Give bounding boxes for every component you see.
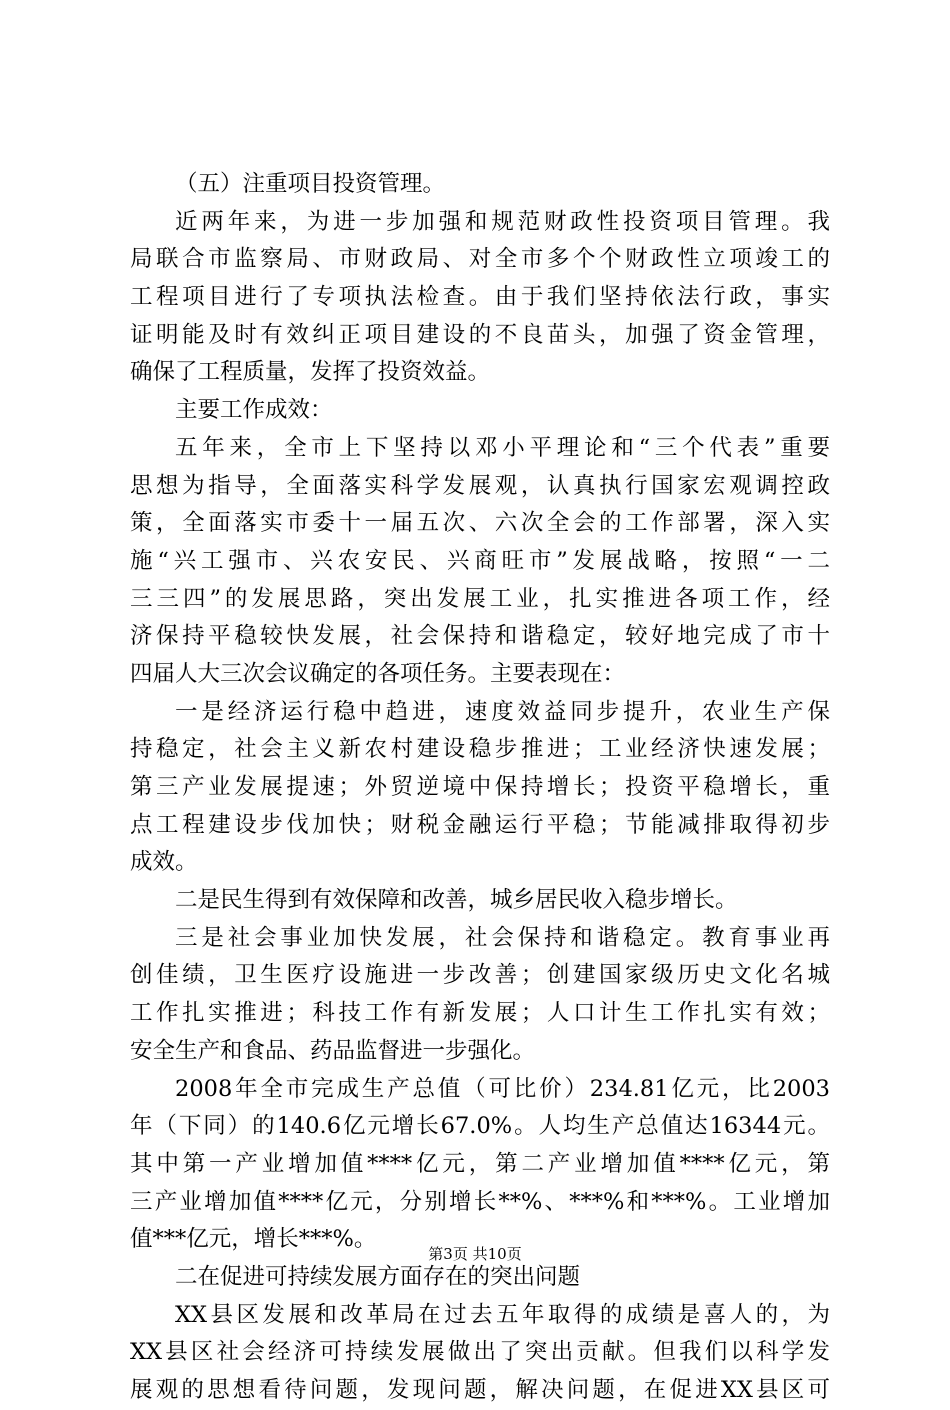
paragraph-line: 年（下同）的140.6亿元增长67.0%。人均生产总值达16344元。 (130, 1113, 830, 1140)
paragraph-line: 创佳绩，卫生医疗设施进一步改善；创建国家级历史文化名城 (130, 962, 830, 989)
paragraph-line: 其中第一产业增加值****亿元，第二产业增加值****亿元，第 (130, 1150, 830, 1177)
paragraph-line: XX县区发展和改革局在过去五年取得的成绩是喜人的，为 (175, 1301, 830, 1328)
subheading: 二在促进可持续发展方面存在的突出问题 (175, 1263, 581, 1290)
paragraph-line: 2008年全市完成生产总值（可比价）234.81亿元，比2003 (175, 1075, 830, 1102)
paragraph-line: 展观的思想看待问题，发现问题，解决问题，在促进XX县区可 (130, 1377, 830, 1403)
body-text (130, 166, 830, 1410)
paragraph-line: 证明能及时有效纠正项目建设的不良苗头，加强了资金管理， (130, 321, 830, 348)
paragraph-line: 思想为指导，全面落实科学发展观，认真执行国家宏观调控政 (130, 472, 830, 499)
paragraph-line: 济保持平稳较快发展，社会保持和谐稳定，较好地完成了市十 (130, 623, 830, 650)
page-number-footer: 第3页 共10页 (428, 1245, 522, 1263)
paragraph-line: 安全生产和食品、药品监督进一步强化。 (130, 1037, 536, 1064)
paragraph-line: 三三四”的发展思路，突出发展工业，扎实推进各项工作，经 (130, 585, 830, 612)
paragraph-line: 工作扎实推进；科技工作有新发展；人口计生工作扎实有效； (130, 1000, 830, 1027)
paragraph-line: 五年来，全市上下坚持以邓小平理论和“三个代表”重要 (175, 434, 830, 461)
paragraph-line: 点工程建设步伐加快；财税金融运行平稳；节能减排取得初步 (130, 811, 830, 838)
paragraph-line: 二是民生得到有效保障和改善，城乡居民收入稳步增长。 (175, 887, 738, 914)
paragraph-line: 持稳定，社会主义新农村建设稳步推进；工业经济快速发展； (130, 736, 830, 763)
paragraph-line: 一是经济运行稳中趋进，速度效益同步提升，农业生产保 (175, 698, 830, 725)
paragraph-line: 三产业增加值****亿元，分别增长**%、***%和***%。工业增加 (130, 1188, 830, 1215)
paragraph-line: 施“兴工强市、兴农安民、兴商旺市”发展战略，按照“一二 (130, 547, 830, 574)
paragraph-line: 三是社会事业加快发展，社会保持和谐稳定。教育事业再 (175, 924, 830, 951)
subheading: 主要工作成效： (175, 397, 333, 424)
paragraph-line: 确保了工程质量，发挥了投资效益。 (130, 359, 491, 386)
paragraph-line: XX县区社会经济可持续发展做出了突出贡献。但我们以科学发 (130, 1339, 830, 1366)
paragraph-line: 第三产业发展提速；外贸逆境中保持增长；投资平稳增长，重 (130, 774, 830, 800)
paragraph-line: 策，全面落实市委十一届五次、六次全会的工作部署，深入实 (130, 510, 830, 537)
paragraph-line: 成效。 (130, 849, 198, 876)
paragraph-line: 四届人大三次会议确定的各项任务。主要表现在： (130, 660, 626, 687)
paragraph-line: 近两年来，为进一步加强和规范财政性投资项目管理。我 (175, 208, 830, 235)
paragraph-line: 值***亿元，增长***%。 (130, 1226, 377, 1253)
paragraph-line: 局联合市监察局、市财政局、对全市多个个财政性立项竣工的 (130, 246, 830, 273)
section-heading: （五）注重项目投资管理。 (175, 171, 446, 197)
paragraph-line: 工程项目进行了专项执法检查。由于我们坚持依法行政，事实 (130, 284, 830, 311)
